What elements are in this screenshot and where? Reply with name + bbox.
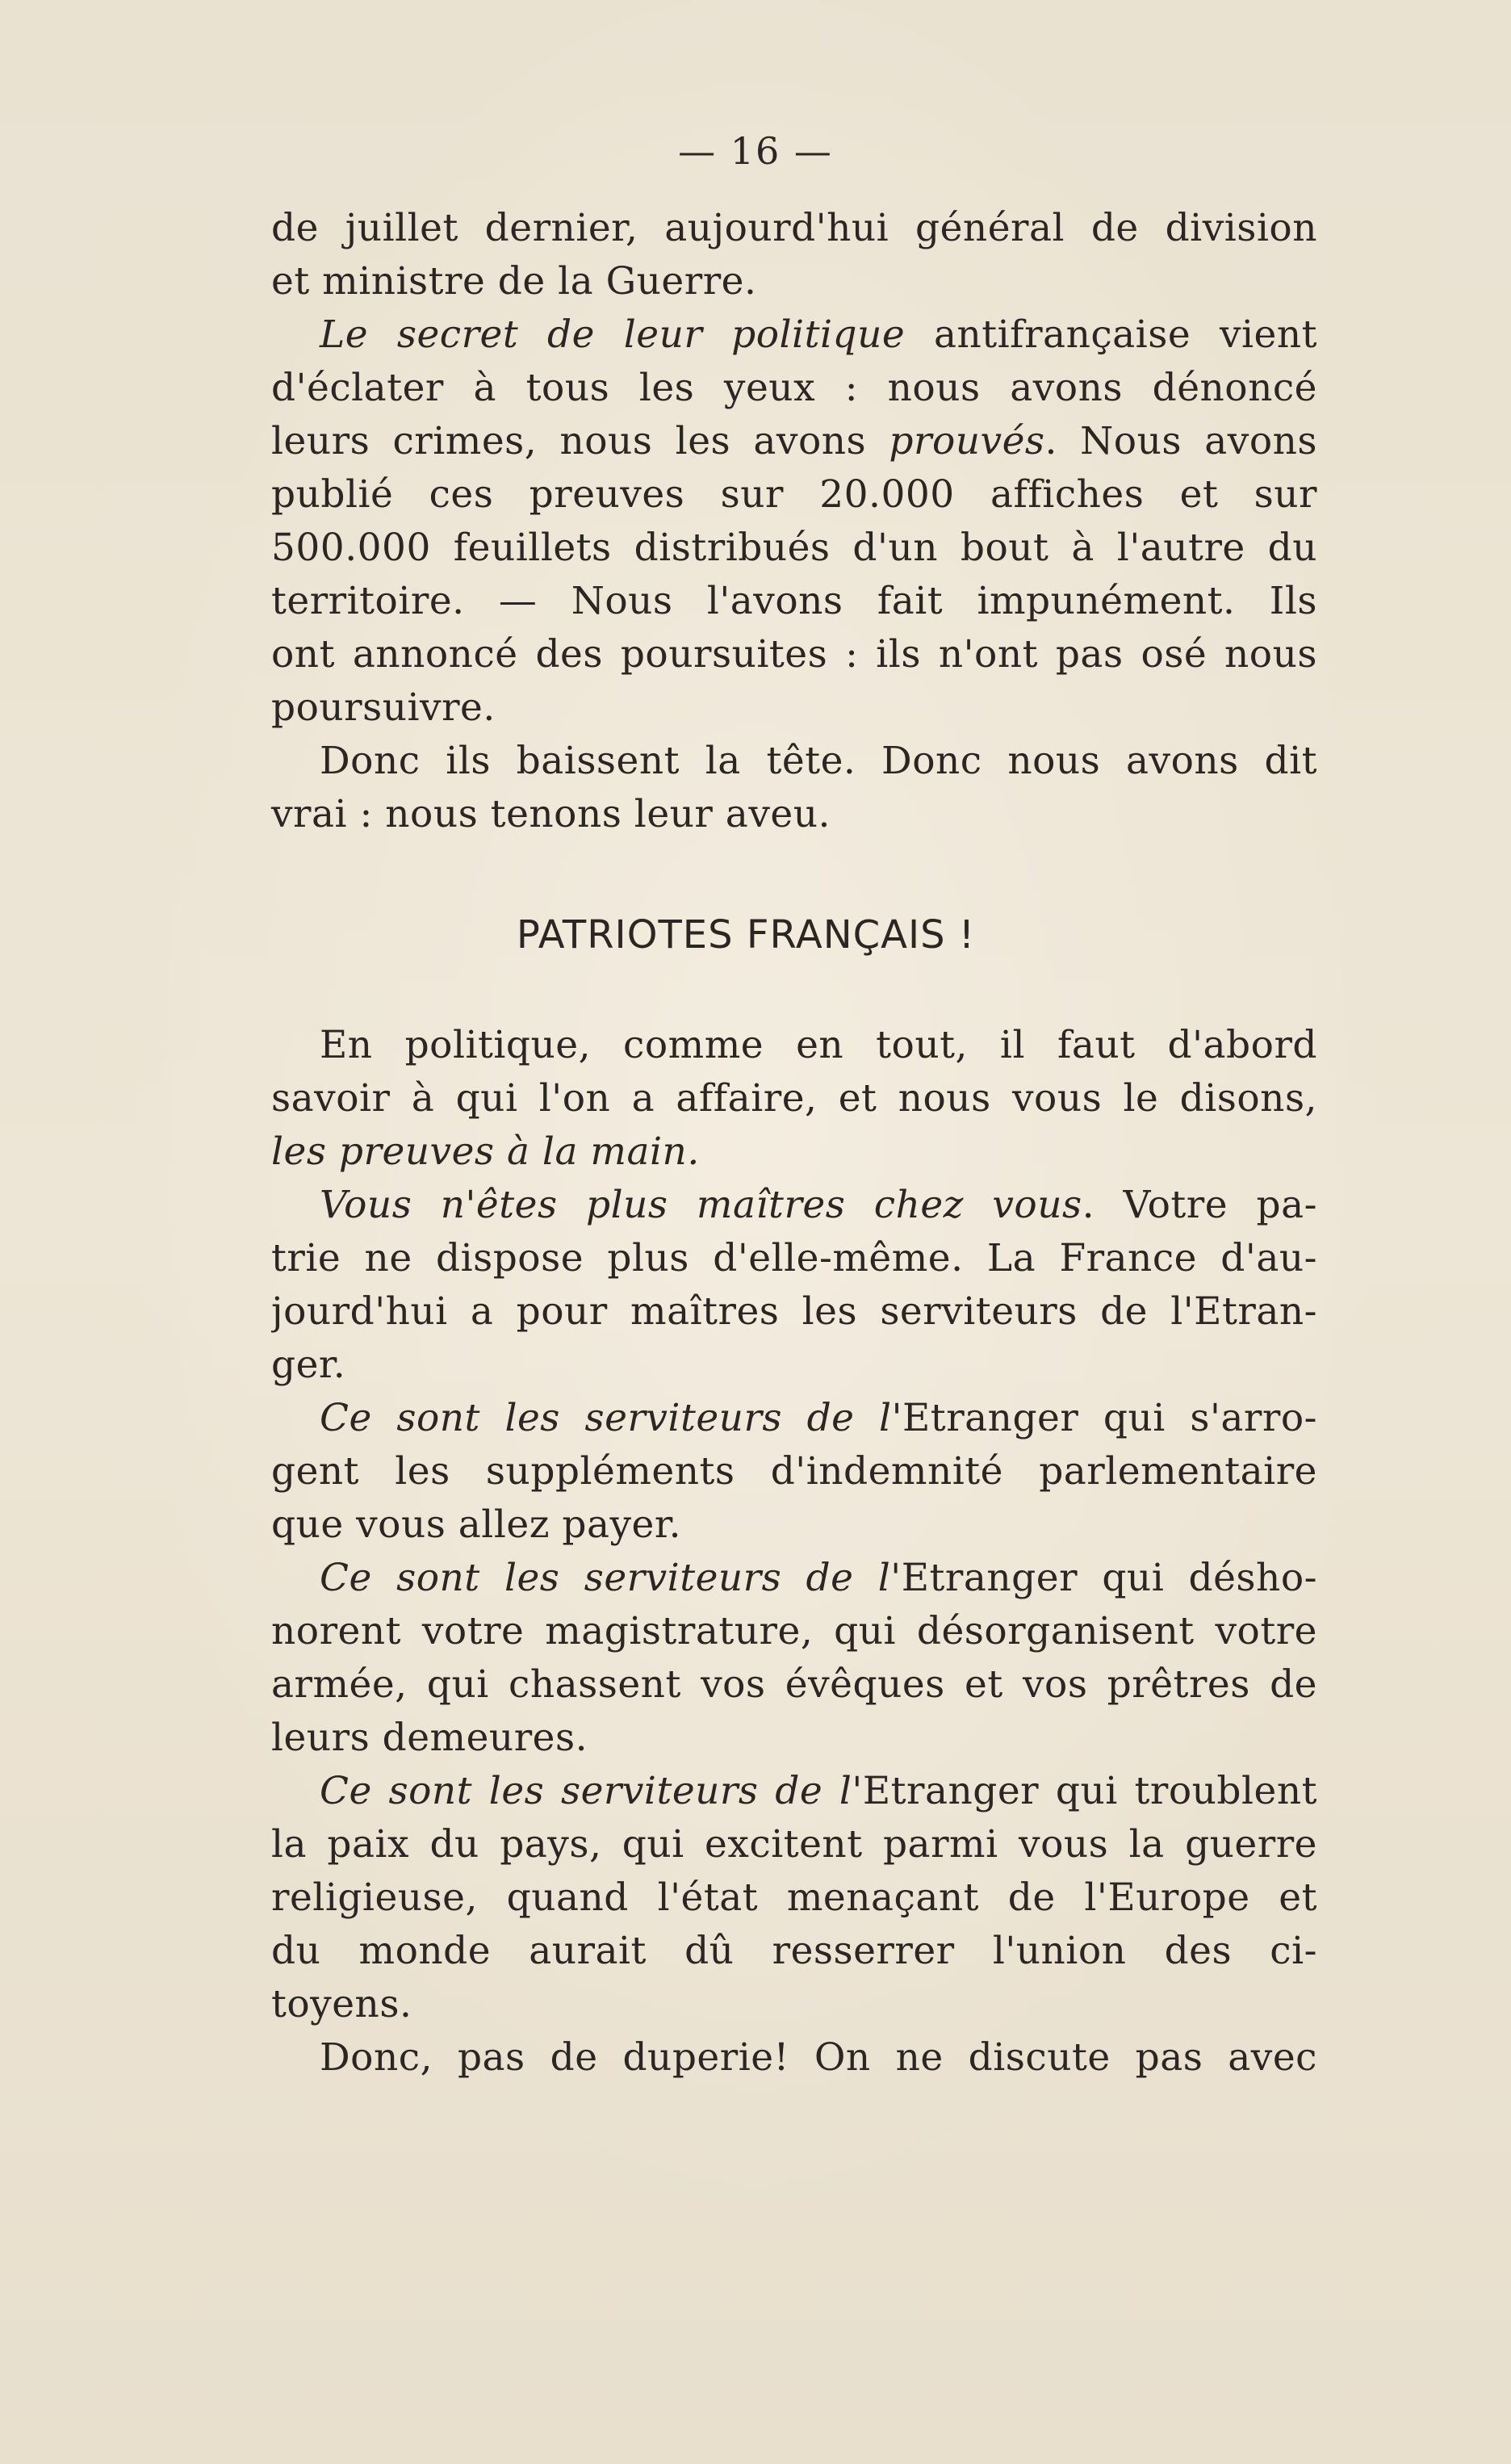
text-line <box>271 1125 1317 1179</box>
text-run: . Nous avons <box>1044 419 1317 463</box>
text-line: territoire. — Nous l'avons fait impunément. Ils <box>271 579 1317 623</box>
text-line: savoir à qui l'on a affaire, et nous vous le disons, <box>271 1076 1317 1121</box>
text-line: vrai : nous tenons leur aveu. <box>271 792 831 836</box>
section-heading: PATRIOTES FRANÇAIS ! <box>516 912 976 958</box>
text-line <box>271 1765 1317 1818</box>
text-line: En politique, comme en tout, il faut d'abord <box>320 1023 1317 1067</box>
italic-text-run: Ce sont les serviteurs de l' <box>320 1769 863 1813</box>
text-line: la paix du pays, qui excitent parmi vous la guerre <box>271 1822 1317 1867</box>
text-line: publié ces preuves sur 20.000 affiches et sur <box>271 472 1317 517</box>
text-line: de juillet dernier, aujourd'hui général de division <box>271 206 1317 250</box>
text-line <box>271 308 1317 362</box>
paragraph-block-1 <box>271 202 1317 841</box>
page-number: — 16 — <box>678 129 833 173</box>
text-line: du monde aurait dû resserrer l'union des ci- <box>271 1929 1317 1973</box>
text-line <box>271 1392 1317 1445</box>
text-run: leurs crimes, nous les avons <box>271 419 889 463</box>
paragraph-block-2 <box>271 1019 1317 2085</box>
text-line: norent votre magistrature, qui désorganisent votre <box>271 1609 1317 1653</box>
text-run: antifrançaise vient <box>905 312 1317 357</box>
text-run: . Votre pa- <box>1082 1183 1317 1227</box>
text-line: leurs demeures. <box>271 1716 588 1760</box>
italic-text-run: les preuves à la main. <box>271 1129 700 1174</box>
text-line: et ministre de la Guerre. <box>271 259 757 304</box>
italic-text-run: Ce sont les serviteurs de l' <box>320 1556 902 1600</box>
text-line: toyens. <box>271 1982 412 2026</box>
text-line: armée, qui chassent vos évêques et vos prêtres de <box>271 1662 1317 1707</box>
text-line: trie ne dispose plus d'elle-même. La France d'au- <box>271 1236 1317 1280</box>
italic-text-run: Le secret de leur politique <box>320 312 906 357</box>
text-line <box>271 415 1317 468</box>
italic-text-run: Vous n'êtes plus maîtres chez vous <box>320 1183 1082 1227</box>
text-line: gent les suppléments d'indemnité parlementaire <box>271 1449 1317 1494</box>
text-run: Etranger qui troublent <box>862 1769 1317 1813</box>
text-line: d'éclater à tous les yeux : nous avons dénoncé <box>271 366 1317 410</box>
text-run: Etranger qui s'arro- <box>902 1396 1317 1440</box>
text-line: Donc ils baissent la tête. Donc nous avons dit <box>320 739 1317 783</box>
text-line: poursuivre. <box>271 685 496 730</box>
italic-text-run: prouvés <box>889 419 1045 463</box>
text-line: Donc, pas de duperie! On ne discute pas avec <box>320 2035 1317 2080</box>
text-line: 500.000 feuillets distribués d'un bout à l'autre du <box>271 526 1317 570</box>
text-line: que vous allez payer. <box>271 1502 682 1547</box>
text-line <box>271 1552 1317 1605</box>
text-line: religieuse, quand l'état menaçant de l'Europe et <box>271 1875 1317 1920</box>
text-run: Etranger qui désho- <box>901 1556 1317 1600</box>
text-line: jourd'hui a pour maîtres les serviteurs de l'Etran- <box>271 1289 1317 1334</box>
text-line: ont annoncé des poursuites : ils n'ont pas osé nous <box>271 632 1317 677</box>
text-line: ger. <box>271 1343 346 1387</box>
italic-text-run: Ce sont les serviteurs de l' <box>320 1396 902 1440</box>
text-line <box>271 1179 1317 1232</box>
